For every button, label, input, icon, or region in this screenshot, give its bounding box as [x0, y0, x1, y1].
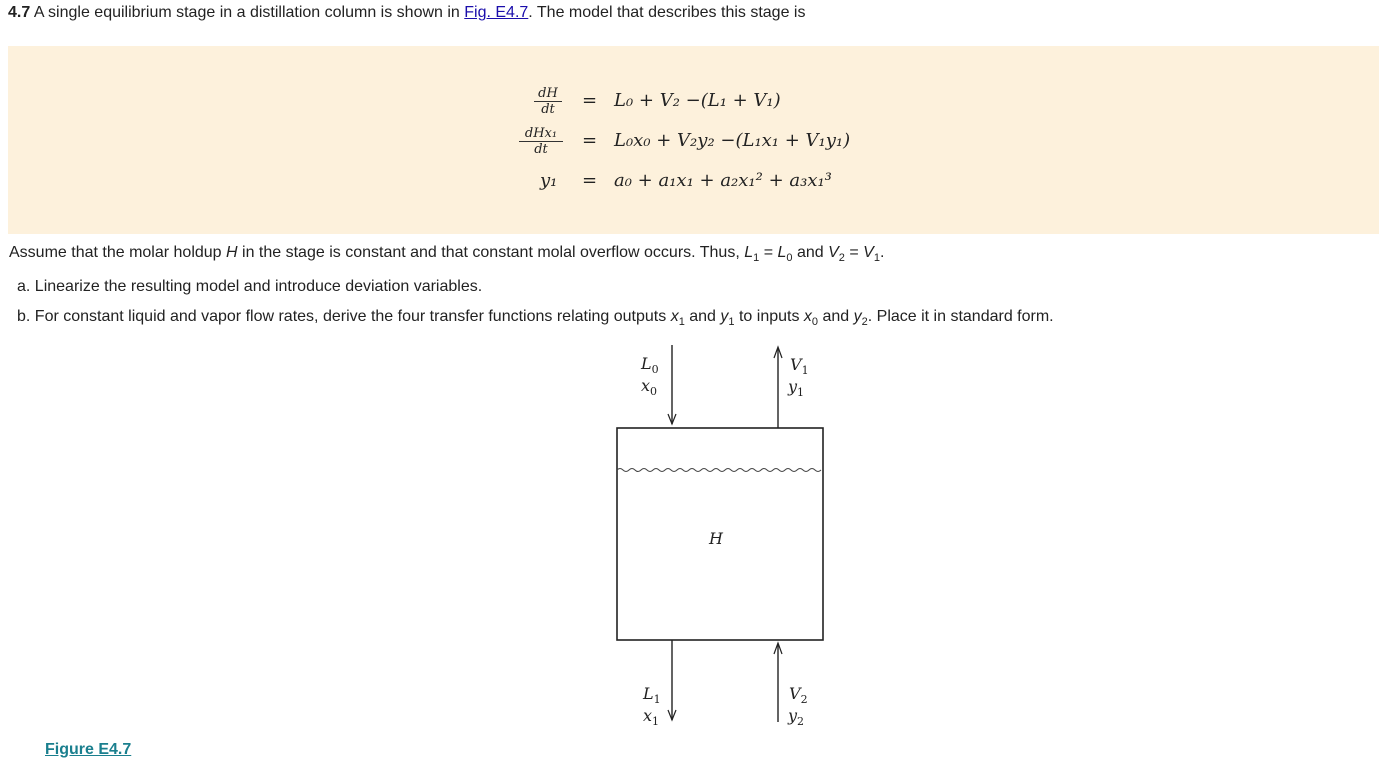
v1-sub: 1 — [873, 252, 880, 265]
l0-symbol: L — [777, 244, 787, 261]
label-y1: $y_1$ — [788, 377, 805, 400]
assumption-and: and — [792, 244, 829, 261]
part-b-x0-sub: 0 — [811, 316, 819, 329]
label-V1: $V_1$ — [790, 355, 809, 378]
label-L0: $L_0$ — [641, 354, 659, 377]
holdup-symbol: H — [226, 244, 238, 261]
part-b-y2: y — [853, 308, 862, 325]
eq2-denominator: dt — [534, 142, 548, 157]
part-b-text-3: . Place it in standard form. — [867, 308, 1054, 325]
eq1-denominator: dt — [541, 102, 555, 117]
v2-sub: 2 — [838, 252, 845, 265]
label-x1: $x_1$ — [643, 706, 660, 729]
label-x0: $x_0$ — [641, 376, 658, 399]
part-b-y1-sub: 1 — [728, 316, 735, 329]
figure-caption-link[interactable]: Figure E4.7 — [45, 741, 132, 758]
part-a: a. Linearize the resulting model and introduce deviation variables. — [17, 278, 483, 295]
part-b-y1: y — [720, 308, 729, 325]
part-b-y2-sub: 2 — [861, 316, 868, 329]
eq2-rhs: L₀x₀ + V₂y₂ −(L₁x₁ + V₁y₁) — [614, 130, 851, 151]
eq3-lhs: y₁ — [540, 170, 558, 191]
eq2-equals: = — [582, 130, 598, 151]
label-L1: $L_1$ — [643, 684, 661, 707]
eq2-numerator: dHx₁ — [519, 126, 563, 142]
assumption-part-a: Assume that the molar holdup — [9, 244, 227, 261]
assumption-eq2: = — [844, 244, 864, 261]
label-y2: $y_2$ — [788, 706, 805, 729]
problem-number: 4.7 — [8, 4, 31, 21]
v2-symbol: V — [828, 244, 839, 261]
figure-link[interactable]: Fig. E4.7 — [464, 4, 529, 21]
problem-intro: A single equilibrium stage in a distillation column is shown in — [30, 4, 465, 21]
part-b-text-1: b. For constant liquid and vapor flow rates, derive the four transfer functions relating outputs — [17, 308, 671, 325]
l1-symbol: L — [744, 244, 754, 261]
eq3-rhs: a₀ + a₁x₁ + a₂x₁² + a₃x₁³ — [614, 170, 832, 191]
l0-sub: 0 — [786, 252, 793, 265]
v1-symbol: V — [863, 244, 874, 261]
part-b-x0: x — [803, 308, 812, 325]
part-b-and2: and — [818, 308, 854, 325]
label-V2: $V_2$ — [789, 684, 808, 707]
problem-intro-end: . The model that describes this stage is — [528, 4, 806, 21]
eq1-equals: = — [582, 90, 598, 111]
assumption-eq1: = — [759, 244, 778, 261]
eq1-numerator: dH — [534, 86, 562, 102]
eq1-rhs: L₀ + V₂ −(L₁ + V₁) — [614, 90, 781, 111]
assumption-part-b: in the stage is constant and that constant molal overflow occurs. Thus, — [237, 244, 745, 261]
liquid-level-line — [617, 469, 821, 472]
part-b-x1-sub: 1 — [678, 316, 685, 329]
label-H: H — [709, 529, 723, 548]
part-b-x1: x — [670, 308, 679, 325]
part-b-and: and — [684, 308, 721, 325]
assumption-end: . — [879, 244, 885, 261]
eq3-equals: = — [582, 170, 598, 191]
l1-sub: 1 — [753, 252, 760, 265]
part-b-text-2: to inputs — [734, 308, 804, 325]
